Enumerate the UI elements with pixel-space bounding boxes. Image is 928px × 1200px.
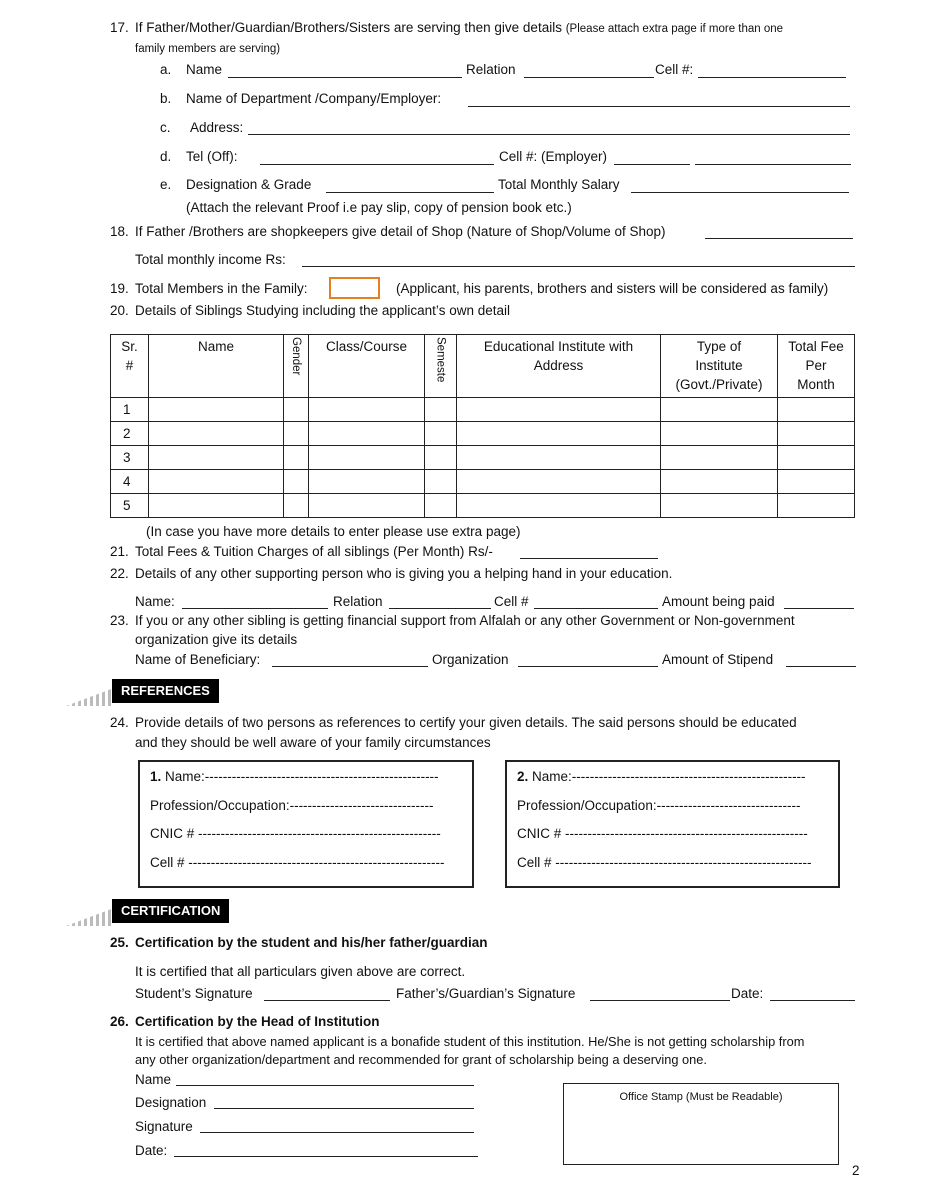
q23-stipend-label: Amount of Stipend — [662, 652, 774, 667]
q19-note: (Applicant, his parents, brothers and sisters will be considered as family) — [396, 281, 829, 296]
q25-date-field[interactable] — [770, 1000, 855, 1001]
cell-semester[interactable] — [425, 446, 457, 470]
q18-shop-field[interactable] — [705, 238, 853, 239]
header-fee: Total Fee Per Month — [778, 335, 855, 398]
ref1-profession-field[interactable]: Profession/Occupation:-------------------------------- — [150, 798, 434, 813]
q21-text: Total Fees & Tuition Charges of all siblings (Per Month) Rs/- — [135, 544, 493, 559]
ref1-cnic-field[interactable]: CNIC # ------------------------------------------------------ — [150, 826, 441, 841]
q17e-salary-field[interactable] — [631, 192, 849, 193]
cell-gender[interactable] — [284, 470, 309, 494]
q17b-label: Name of Department /Company/Employer: — [186, 91, 442, 106]
table-note: (In case you have more details to enter please use extra page) — [146, 524, 521, 539]
header-gender: Gender — [284, 335, 309, 398]
row-sr: 3 — [111, 446, 149, 470]
table-row — [111, 470, 855, 494]
header-semester: Semeste — [425, 335, 457, 398]
family-members-input[interactable] — [329, 277, 380, 299]
cell-gender[interactable] — [284, 446, 309, 470]
cell-class[interactable] — [309, 422, 425, 446]
header-name: Name — [149, 335, 284, 398]
q23-stipend-field[interactable] — [786, 666, 856, 667]
q22-cell-label: Cell # — [494, 594, 529, 609]
q17d-extra-field[interactable] — [695, 164, 851, 165]
section-decoration — [66, 688, 114, 706]
header-sr: Sr. # — [111, 335, 149, 398]
q25-number: 25. — [110, 935, 129, 950]
cell-name[interactable] — [149, 494, 284, 518]
q17e-letter: e. — [160, 177, 172, 192]
q17e-salary-label: Total Monthly Salary — [498, 177, 620, 192]
q17c-letter: c. — [160, 120, 171, 135]
head-designation-field[interactable] — [214, 1108, 474, 1109]
q19-number: 19. — [110, 281, 129, 296]
reference-1-box — [138, 760, 474, 888]
cell-type[interactable] — [661, 446, 778, 470]
cell-institute[interactable] — [457, 398, 661, 422]
q17a-cell-label: Cell #: — [655, 62, 694, 77]
q17-question: If Father/Mother/Guardian/Brothers/Sisters are serving then give details — [135, 20, 562, 35]
q17-attach-note: (Attach the relevant Proof i.e pay slip, copy of pension book etc.) — [186, 200, 572, 215]
cell-class[interactable] — [309, 494, 425, 518]
ref1-number: 1. — [150, 769, 162, 784]
ref2-name-field[interactable]: 2. Name:---------------------------------------------------- — [517, 769, 806, 784]
header-type: Type of Institute (Govt./Private) — [661, 335, 778, 398]
references-heading: REFERENCES — [112, 679, 219, 703]
cell-type[interactable] — [661, 470, 778, 494]
table-row — [111, 422, 855, 446]
cell-type[interactable] — [661, 398, 778, 422]
q26-number: 26. — [110, 1014, 129, 1029]
q25-title: Certification by the student and his/her father/guardian — [135, 935, 488, 950]
q17e-designation-label: Designation & Grade — [186, 177, 312, 192]
q23-text-continued: organization give its details — [135, 632, 298, 647]
cell-class[interactable] — [309, 446, 425, 470]
header-class: Class/Course — [309, 335, 425, 398]
head-designation-label: Designation — [135, 1095, 207, 1110]
table-header-row — [111, 335, 855, 398]
cell-name[interactable] — [149, 398, 284, 422]
q22-name-label: Name: — [135, 594, 175, 609]
father-signature-field[interactable] — [590, 1000, 730, 1001]
cell-semester[interactable] — [425, 422, 457, 446]
ref2-profession-field[interactable]: Profession/Occupation:-------------------------------- — [517, 798, 801, 813]
q22-relation-label: Relation — [333, 594, 383, 609]
q17a-relation-field[interactable] — [524, 77, 654, 78]
q17b-letter: b. — [160, 91, 172, 106]
q17a-cell-field[interactable] — [698, 77, 846, 78]
cell-institute[interactable] — [457, 446, 661, 470]
q24-text: Provide details of two persons as references to certify your given details. The said persons should be educated — [135, 715, 797, 730]
q21-number: 21. — [110, 544, 129, 559]
certification-heading: CERTIFICATION — [112, 899, 229, 923]
q22-name-field[interactable] — [182, 608, 328, 609]
q18-income-field[interactable] — [302, 266, 855, 267]
q23-beneficiary-field[interactable] — [272, 666, 428, 667]
q17a-letter: a. — [160, 62, 172, 77]
office-stamp-box[interactable] — [563, 1083, 839, 1165]
q26-title: Certification by the Head of Institution — [135, 1014, 380, 1029]
q18-text: If Father /Brothers are shopkeepers give detail of Shop (Nature of Shop/Volume of Shop) — [135, 224, 666, 239]
q23-number: 23. — [110, 613, 129, 628]
q17d-cell-field[interactable] — [614, 164, 690, 165]
cell-institute[interactable] — [457, 470, 661, 494]
q23-text: If you or any other sibling is getting financial support from Alfalah or any other Government or Non-government — [135, 613, 795, 628]
q24-text-continued: and they should be well aware of your family circumstances — [135, 735, 491, 750]
cell-fee[interactable] — [778, 446, 855, 470]
father-signature-label: Father’s/Guardian’s Signature — [396, 986, 576, 1001]
cell-class[interactable] — [309, 398, 425, 422]
header-institute: Educational Institute with Address — [457, 335, 661, 398]
student-signature-label: Student’s Signature — [135, 986, 253, 1001]
q17d-letter: d. — [160, 149, 172, 164]
cell-class[interactable] — [309, 470, 425, 494]
q22-text: Details of any other supporting person who is giving you a helping hand in your education. — [135, 566, 673, 581]
q20-number: 20. — [110, 303, 129, 318]
head-name-label: Name — [135, 1072, 172, 1087]
row-sr: 1 — [111, 398, 149, 422]
head-date-label: Date: — [135, 1143, 168, 1158]
q17-note-continued: family members are serving) — [135, 43, 281, 55]
cell-type[interactable] — [661, 494, 778, 518]
q25-date-label: Date: — [731, 986, 764, 1001]
q22-relation-field[interactable] — [389, 608, 491, 609]
q17a-name-field[interactable] — [228, 77, 462, 78]
ref2-cnic-field[interactable]: CNIC # ------------------------------------------------------ — [517, 826, 808, 841]
q17d-tel-label: Tel (Off): — [186, 149, 238, 164]
table-row — [111, 398, 855, 422]
head-signature-label: Signature — [135, 1119, 193, 1134]
student-signature-field[interactable] — [264, 1000, 390, 1001]
cell-semester[interactable] — [425, 494, 457, 518]
cell-semester[interactable] — [425, 398, 457, 422]
q22-amount-label: Amount being paid — [662, 594, 775, 609]
head-signature-field[interactable] — [200, 1132, 474, 1133]
ref1-cell-field[interactable]: Cell # --------------------------------------------------------- — [150, 855, 445, 870]
q21-fees-field[interactable] — [520, 558, 658, 559]
q26-text-continued: any other organization/department and recommended for grant of scholarship being a deserving one. — [135, 1052, 707, 1067]
q26-text: It is certified that above named applicant is a bonafide student of this institution. He/She is not getting scholarship from — [135, 1034, 805, 1049]
row-sr: 5 — [111, 494, 149, 518]
ref2-number: 2. — [517, 769, 529, 784]
head-name-field[interactable] — [176, 1085, 474, 1086]
q17a-relation-label: Relation — [466, 62, 516, 77]
head-date-field[interactable] — [174, 1156, 478, 1157]
q17-note: (Please attach extra page if more than one — [565, 23, 784, 35]
row-sr: 2 — [111, 422, 149, 446]
q23-org-label: Organization — [432, 652, 509, 667]
q17c-field[interactable] — [248, 134, 850, 135]
q23-org-field[interactable] — [518, 666, 658, 667]
table-row — [111, 446, 855, 470]
q22-cell-field[interactable] — [534, 608, 658, 609]
q25-text: It is certified that all particulars given above are correct. — [135, 964, 466, 979]
siblings-table — [110, 334, 855, 518]
q17c-label: Address: — [190, 120, 244, 135]
cell-name[interactable] — [149, 422, 284, 446]
q18-number: 18. — [110, 224, 129, 239]
cell-gender[interactable] — [284, 494, 309, 518]
q18-income-label: Total monthly income Rs: — [135, 252, 286, 267]
cell-fee[interactable] — [778, 398, 855, 422]
q17-number: 17. — [110, 20, 129, 35]
q17a-name-label: Name — [186, 62, 223, 77]
q17b-field[interactable] — [468, 106, 850, 107]
cell-type[interactable] — [661, 422, 778, 446]
table-row — [111, 494, 855, 518]
cell-fee[interactable] — [778, 422, 855, 446]
q17-text — [135, 20, 783, 37]
cell-name[interactable] — [149, 446, 284, 470]
cell-institute[interactable] — [457, 494, 661, 518]
cell-fee[interactable] — [778, 494, 855, 518]
q19-text: Total Members in the Family: — [135, 281, 308, 296]
cell-institute[interactable] — [457, 422, 661, 446]
q17e-designation-field[interactable] — [326, 192, 494, 193]
section-decoration — [66, 908, 114, 926]
cell-fee[interactable] — [778, 470, 855, 494]
office-stamp-label: Office Stamp (Must be Readable) — [619, 1091, 783, 1103]
cell-gender[interactable] — [284, 422, 309, 446]
q23-beneficiary-label: Name of Beneficiary: — [135, 652, 261, 667]
q24-number: 24. — [110, 715, 129, 730]
ref1-name-field[interactable]: 1. Name:---------------------------------------------------- — [150, 769, 439, 784]
cell-name[interactable] — [149, 470, 284, 494]
cell-semester[interactable] — [425, 470, 457, 494]
reference-2-box — [505, 760, 840, 888]
q22-amount-field[interactable] — [784, 608, 854, 609]
q17d-cell-label: Cell #: (Employer) — [499, 149, 608, 164]
q22-number: 22. — [110, 566, 129, 581]
page-number: 2 — [852, 1163, 860, 1178]
row-sr: 4 — [111, 470, 149, 494]
cell-gender[interactable] — [284, 398, 309, 422]
ref2-cell-field[interactable]: Cell # --------------------------------------------------------- — [517, 855, 812, 870]
q17d-tel-field[interactable] — [260, 164, 494, 165]
q20-text: Details of Siblings Studying including the applicant’s own detail — [135, 303, 510, 318]
